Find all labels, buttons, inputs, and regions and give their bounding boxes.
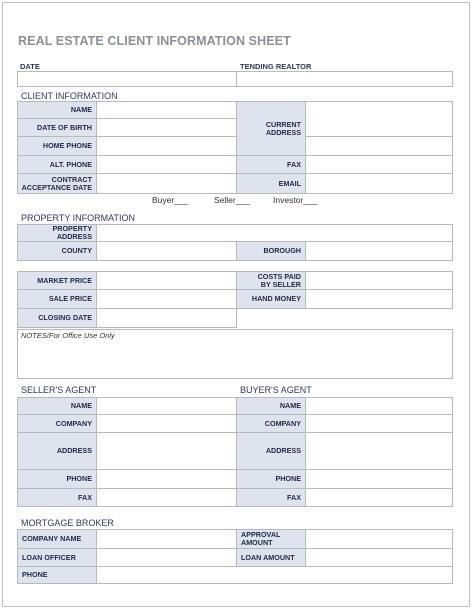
mortgage-phone-field[interactable] <box>96 566 453 584</box>
buyers-agent-address-field[interactable] <box>305 432 453 470</box>
buyers-agent-name-label: NAME <box>236 397 306 415</box>
loan-amount-field[interactable] <box>305 548 453 567</box>
hand-money-label: HAND MONEY <box>236 289 306 309</box>
notes-label: NOTES/For Office Use Only <box>21 331 115 340</box>
hand-money-field[interactable] <box>305 289 453 309</box>
buyers-agent-address-label: ADDRESS <box>236 432 306 470</box>
buyers-agent-name-field[interactable] <box>305 397 453 415</box>
costs-paid-by-seller-field[interactable] <box>305 271 453 290</box>
sellers-agent-name-field[interactable] <box>96 397 237 415</box>
client-name-label: NAME <box>17 101 97 119</box>
alt-phone-field[interactable] <box>96 155 237 174</box>
client-name-field[interactable] <box>96 101 237 119</box>
sellers-agent-fax-field[interactable] <box>96 488 237 507</box>
page-title: REAL ESTATE CLIENT INFORMATION SHEET <box>18 34 291 48</box>
property-address-label: PROPERTY ADDRESS <box>17 224 97 242</box>
loan-officer-field[interactable] <box>96 548 237 567</box>
alt-phone-label: ALT. PHONE <box>17 155 97 174</box>
date-of-birth-field[interactable] <box>96 118 237 137</box>
sellers-agent-address-label: ADDRESS <box>17 432 97 470</box>
company-name-label: COMPANY NAME <box>17 529 97 549</box>
tending-realtor-label: TENDING REALTOR <box>240 62 312 71</box>
loan-amount-label: LOAN AMOUNT <box>236 548 306 567</box>
date-of-birth-label: DATE OF BIRTH <box>17 118 97 137</box>
current-address-field-2[interactable] <box>305 136 453 156</box>
sellers-agent-phone-field[interactable] <box>96 469 237 489</box>
contract-acceptance-date-field[interactable] <box>96 173 237 194</box>
mortgage-phone-label: PHONE <box>17 566 97 584</box>
property-information-heading: PROPERTY INFORMATION <box>21 213 136 223</box>
sellers-agent-company-label: COMPANY <box>17 414 97 433</box>
county-label: COUNTY <box>17 241 97 261</box>
county-field[interactable] <box>96 241 237 261</box>
client-email-label: EMAIL <box>236 173 306 194</box>
mortgage-broker-heading: MORTGAGE BROKER <box>21 518 114 528</box>
sellers-agent-phone-label: PHONE <box>17 469 97 489</box>
client-fax-field[interactable] <box>305 155 453 174</box>
investor-option[interactable]: Investor___ <box>273 195 318 205</box>
sellers-agent-fax-label: FAX <box>17 488 97 507</box>
client-fax-label: FAX <box>236 155 306 174</box>
closing-date-field[interactable] <box>96 308 237 328</box>
home-phone-label: HOME PHONE <box>17 136 97 156</box>
buyers-agent-fax-label: FAX <box>236 488 306 507</box>
buyers-agent-phone-label: PHONE <box>236 469 306 489</box>
buyers-agent-heading: BUYER'S AGENT <box>240 385 312 395</box>
client-information-heading: CLIENT INFORMATION <box>21 91 118 101</box>
costs-paid-by-seller-label: COSTS PAID BY SELLER <box>236 271 306 290</box>
closing-date-label: CLOSING DATE <box>17 308 97 328</box>
borough-field[interactable] <box>305 241 453 261</box>
sale-price-field[interactable] <box>96 289 237 309</box>
loan-officer-label: LOAN OFFICER <box>17 548 97 567</box>
approval-amount-field[interactable] <box>305 529 453 549</box>
buyers-agent-fax-field[interactable] <box>305 488 453 507</box>
buyers-agent-company-label: COMPANY <box>236 414 306 433</box>
sellers-agent-address-field[interactable] <box>96 432 237 470</box>
property-address-field[interactable] <box>96 224 453 242</box>
sellers-agent-heading: SELLER'S AGENT <box>21 385 97 395</box>
tending-realtor-field[interactable] <box>236 71 453 87</box>
seller-option[interactable]: Seller___ <box>214 195 250 205</box>
borough-label: BOROUGH <box>236 241 306 261</box>
buyers-agent-company-field[interactable] <box>305 414 453 433</box>
client-type-options <box>0 195 474 207</box>
buyer-option[interactable]: Buyer___ <box>152 195 189 205</box>
sellers-agent-company-field[interactable] <box>96 414 237 433</box>
date-field[interactable] <box>17 71 237 87</box>
market-price-label: MARKET PRICE <box>17 271 97 290</box>
current-address-label: CURRENT ADDRESS <box>236 101 306 156</box>
buyers-agent-phone-field[interactable] <box>305 469 453 489</box>
current-address-field-1[interactable] <box>305 101 453 137</box>
date-label: DATE <box>20 62 40 71</box>
sale-price-label: SALE PRICE <box>17 289 97 309</box>
contract-acceptance-date-label: CONTRACT ACCEPTANCE DATE <box>17 173 97 194</box>
company-name-field[interactable] <box>96 529 237 549</box>
market-price-field[interactable] <box>96 271 237 290</box>
home-phone-field[interactable] <box>96 136 237 156</box>
approval-amount-label: APPROVAL AMOUNT <box>236 529 306 549</box>
sellers-agent-name-label: NAME <box>17 397 97 415</box>
client-email-field[interactable] <box>305 173 453 194</box>
